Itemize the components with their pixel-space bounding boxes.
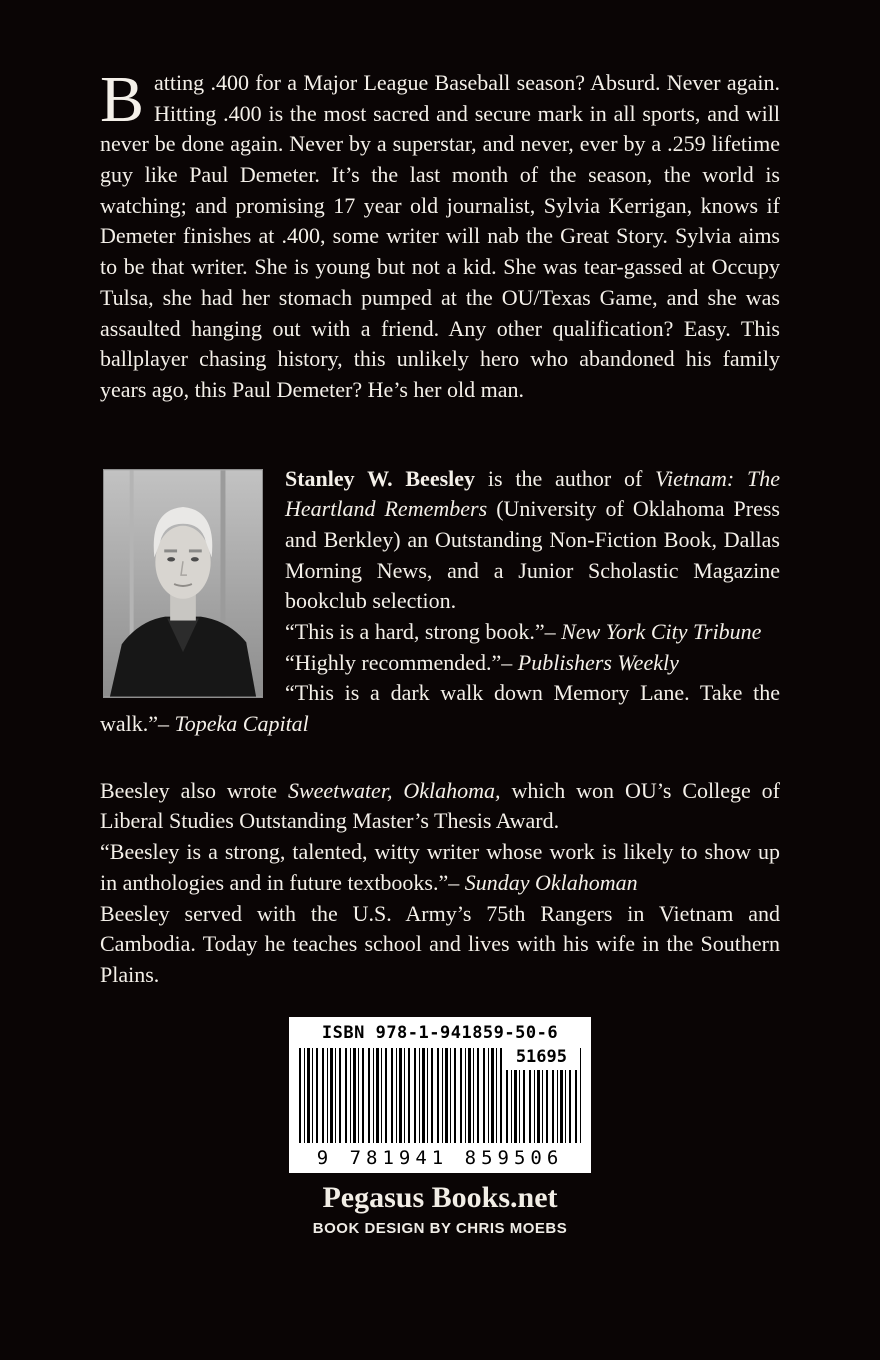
barcode-bars [299, 1048, 581, 1143]
isbn-text: ISBN 978-1-941859-50-6 [321, 1022, 559, 1043]
review-source-3: Topeka Capital [174, 711, 309, 737]
drop-cap: B [100, 63, 145, 136]
bio-sentence-1: is the author of [475, 465, 656, 491]
author-bio-section [100, 464, 780, 740]
synopsis-text: atting .400 for a Major League Baseball season? Absurd. Never again. Hitting .400 is the most sacred and secure mark in all sports, and will never be done again. Never by a superstar, and never, ever by a .259 lifetime guy like Paul Demeter. It’s the last month of the season, the world is watching; and promising 17 year old journalist, Sylvia Kerrigan, knows if Demeter finishes at .400, some writer will nab the Great Story. Sylvia aims to be that writer. She is young but not a kid. She was tear-gassed at Occupy Tulsa, she had her stomach pumped at the OU/Texas Game, and she was assaulted hanging out with a friend. Any other qualification? Easy. This ballplayer chasing history, this unlikely hero who abandoned his family years ago, this Paul Demeter? He’s her old man. [100, 70, 780, 402]
barcode-addon-price: 51695 [504, 1047, 579, 1070]
barcode-block [289, 1017, 591, 1173]
review-quote-3: “This is a dark walk down Memory Lane. Take the walk.”– [100, 680, 780, 737]
bio2-sentence-3: Beesley served with the U.S. Army’s 75th Rangers in Vietnam and Cambodia. Today he teaches school and lives with his wife in the Southern Plains. [100, 900, 780, 987]
bio2-sentence-1: Beesley also wrote [100, 777, 288, 803]
author-photo [103, 469, 263, 698]
review-source-1: New York City Tribune [561, 619, 762, 644]
review-quote-4: “Beesley is a strong, talented, witty writer whose work is likely to show up in anthologies and in future textbooks.”– [100, 839, 780, 895]
review-source-2: Publishers Weekly [517, 649, 679, 675]
second-bio-paragraph [100, 776, 780, 991]
design-credit: BOOK DESIGN BY CHRIS MOEBS [312, 1219, 568, 1237]
review-source-4: Sunday Oklahoman [464, 869, 638, 895]
review-quote-1: “This is a hard, strong book.”– [285, 619, 562, 644]
review-quote-2: “Highly recommended.”– [285, 649, 518, 675]
bio2-sentence-2: which won OU’s College of Liberal Studies Outstanding Master’s Thesis Award. [100, 777, 781, 834]
author-name: Stanley W. Beesley [285, 465, 476, 491]
bio-sentence-2: (University of Oklahoma Press and Berkley) an Outstanding Non-Fiction Book, Dallas Morning News, and a Junior Scholastic Magazine bookclub selection. [285, 496, 780, 614]
book-title-vietnam: Vietnam: The Heartland Remembers [285, 465, 780, 522]
portrait-illustration [104, 470, 262, 697]
book-title-sweetwater: Sweetwater, Oklahoma, [287, 777, 501, 803]
barcode-digits: 9 781941 859506 [316, 1146, 564, 1169]
synopsis-paragraph [100, 63, 780, 406]
publisher-name: Pegasus Books.net [322, 1180, 558, 1214]
